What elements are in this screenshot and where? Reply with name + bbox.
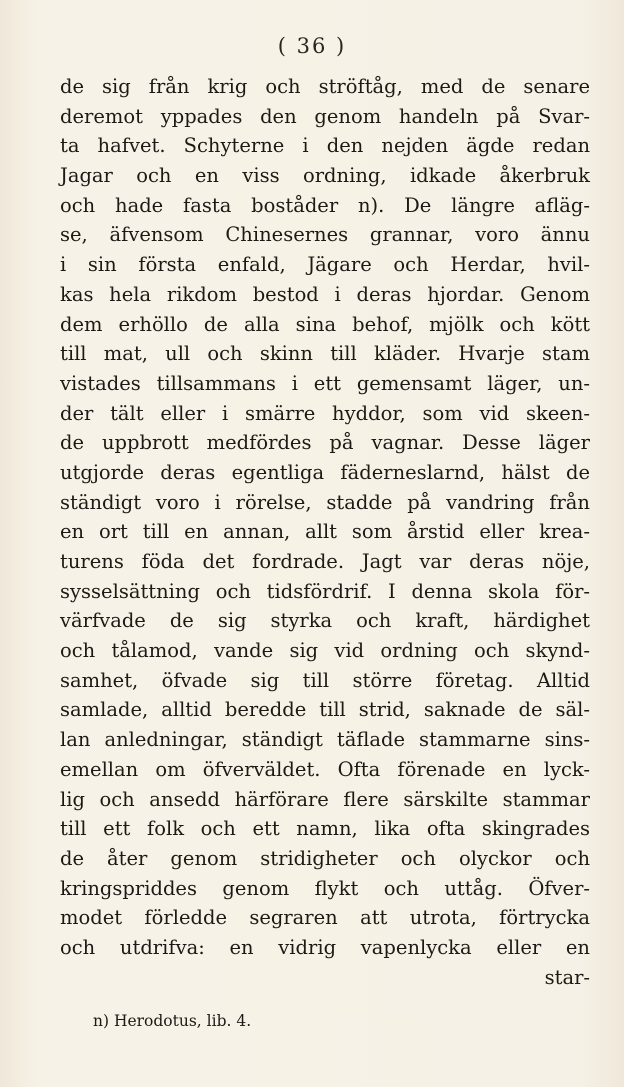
text-line: deremot yppades den genom handeln på Svar-	[60, 104, 590, 128]
text-line: se, äfvensom Chinesernes grannar, voro ännu	[60, 223, 590, 247]
text-line: och utdrifva: en vidrig vapenlycka eller en	[60, 935, 590, 959]
text-line: kringspriddes genom flykt och uttåg. Öfver-	[60, 876, 590, 900]
text-line: turens föda det fordrade. Jagt var deras nöje,	[60, 550, 590, 573]
text-line: samhet, öfvade sig till större företag. Alltid	[60, 668, 590, 692]
text-line: värfvade de sig styrka och kraft, härdighet	[60, 609, 590, 633]
text-line: de åter genom stridigheter och olyckor och	[60, 846, 590, 870]
text-line: kas hela rikdom bestod i deras hjordar. Genom	[60, 282, 590, 306]
text-line: utgjorde deras egentliga fäderneslarnd, hälst de	[60, 460, 590, 484]
text-line: lan anledningar, ständigt täflade stammarne sins-	[60, 728, 590, 752]
body-text	[60, 72, 590, 992]
text-line: en ort till en annan, allt som årstid eller krea-	[60, 520, 590, 544]
text-line: till mat, ull och skinn till kläder. Hvarje stam	[60, 342, 590, 366]
text-line: och tålamod, vande sig vid ordning och skynd-	[60, 639, 590, 663]
text-line: sysselsättning och tidsfördrif. I denna skola för-	[60, 579, 590, 603]
catchword: star-	[544, 965, 590, 989]
text-line: der tält eller i smärre hyddor, som vid skeen-	[60, 401, 590, 425]
text-line: och hade fasta boståder n). De längre afläg-	[60, 193, 590, 217]
text-line: dem erhöllo de alla sina behof, mjölk och kött	[60, 312, 590, 336]
text-line: vistades tillsammans i ett gemensamt läger, un-	[60, 371, 590, 395]
text-line: lig och ansedd härförare flere särskilte stammar	[60, 787, 590, 811]
text-line: ta hafvet. Schyterne i den nejden ägde redan	[60, 134, 590, 158]
text-line: till ett folk och ett namn, lika ofta skingrades	[60, 817, 590, 841]
text-line: samlade, alltid beredde till strid, saknade de säl-	[60, 698, 590, 722]
text-line: Jagar och en viss ordning, idkade åkerbruk	[60, 164, 590, 188]
text-line: emellan om öfverväldet. Ofta förenade en lyck-	[60, 757, 590, 781]
text-line: de sig från krig och ströftåg, med de senare	[60, 75, 590, 98]
footnote: n) Herodotus, lib. 4.	[93, 1012, 252, 1030]
text-line: i sin första enfald, Jägare och Herdar, hvil-	[60, 253, 590, 277]
text-line: modet förledde segraren att utrota, förtrycka	[60, 906, 590, 930]
text-line: de uppbrott medfördes på vagnar. Desse läger	[60, 431, 590, 455]
page-number: ( 36 )	[277, 34, 347, 58]
text-line: ständigt voro i rörelse, stadde på vandring från	[60, 490, 590, 514]
